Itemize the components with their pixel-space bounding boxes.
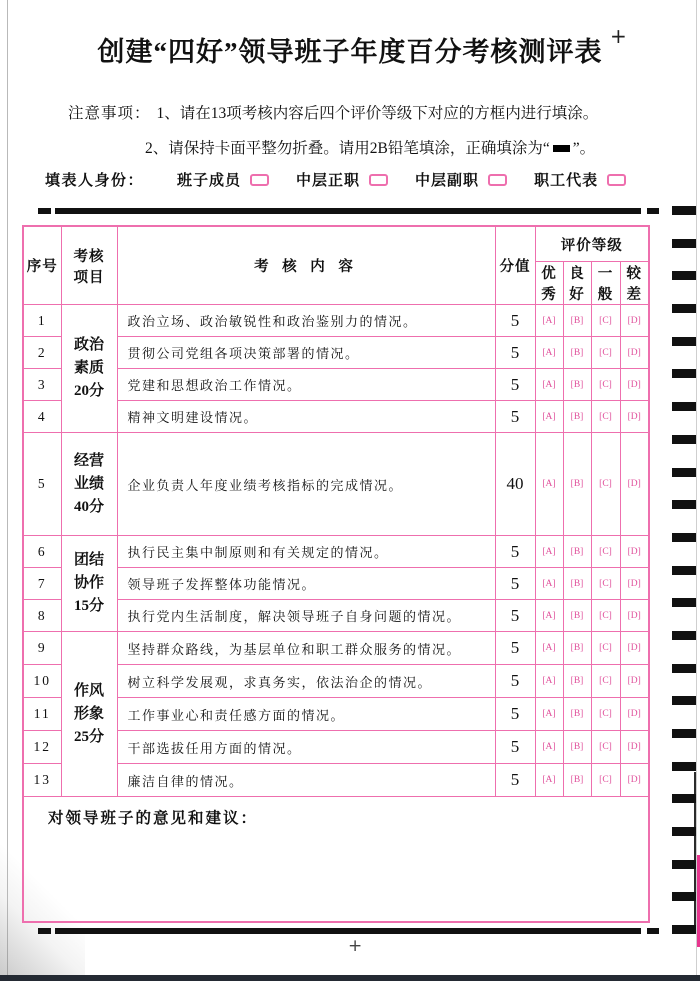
category-line: 政治 bbox=[73, 337, 104, 353]
rating-option-b[interactable]: [B] bbox=[563, 764, 591, 797]
timing-mark bbox=[672, 402, 696, 411]
rating-option-a[interactable]: [A] bbox=[535, 764, 563, 797]
rating-option-c[interactable]: [C] bbox=[591, 337, 620, 369]
registration-dash bbox=[38, 208, 51, 214]
category-line: 形象 bbox=[73, 705, 104, 722]
rating-option-b[interactable]: [B] bbox=[563, 337, 591, 369]
rating-option-c[interactable]: [C] bbox=[591, 600, 620, 632]
timing-mark bbox=[672, 794, 696, 803]
content-cell: 领导班子发挥整体功能情况。 bbox=[117, 568, 495, 600]
header-serial: 序号 bbox=[23, 226, 61, 305]
category-line: 素质 bbox=[73, 360, 104, 376]
category-line: 25分 bbox=[73, 728, 104, 745]
header-content: 考 核 内 容 bbox=[117, 226, 495, 305]
rating-option-a[interactable]: [A] bbox=[535, 632, 563, 665]
identity-checkbox[interactable] bbox=[369, 174, 388, 186]
rating-option-a[interactable]: [A] bbox=[535, 600, 563, 632]
score-cell: 5 bbox=[495, 305, 535, 337]
timing-mark bbox=[672, 468, 696, 477]
content-cell: 坚持群众路线，为基层单位和职工群众服务的情况。 bbox=[117, 632, 495, 665]
serial-cell: 4 bbox=[23, 401, 61, 433]
serial-cell: 3 bbox=[23, 369, 61, 401]
content-cell: 工作事业心和责任感方面的情况。 bbox=[117, 698, 495, 731]
rating-option-b[interactable]: [B] bbox=[563, 369, 591, 401]
rating-option-d[interactable]: [D] bbox=[620, 764, 649, 797]
notes-label: 注意事项： bbox=[68, 105, 151, 122]
rating-option-a[interactable]: [A] bbox=[535, 568, 563, 600]
serial-cell: 1 bbox=[23, 305, 61, 337]
serial-cell: 6 bbox=[23, 536, 61, 568]
registration-dash bbox=[647, 928, 659, 934]
score-cell: 40 bbox=[495, 433, 535, 536]
score-cell: 5 bbox=[495, 369, 535, 401]
rating-option-b[interactable]: [B] bbox=[563, 305, 591, 337]
category-line: 20分 bbox=[73, 383, 104, 399]
rating-option-a[interactable]: [A] bbox=[535, 369, 563, 401]
page-edge-right bbox=[696, 0, 697, 975]
rating-option-d[interactable]: [D] bbox=[620, 433, 649, 536]
timing-mark bbox=[672, 239, 696, 248]
rating-option-d[interactable]: [D] bbox=[620, 698, 649, 731]
timing-mark bbox=[672, 892, 696, 901]
rating-option-b[interactable]: [B] bbox=[563, 401, 591, 433]
assessment-table bbox=[22, 225, 650, 923]
timing-mark bbox=[672, 500, 696, 509]
score-cell: 5 bbox=[495, 632, 535, 665]
header-level-excellent: 优秀 bbox=[535, 262, 563, 305]
rating-option-d[interactable]: [D] bbox=[620, 305, 649, 337]
rating-option-a[interactable]: [A] bbox=[535, 305, 563, 337]
rating-option-c[interactable]: [C] bbox=[591, 369, 620, 401]
rating-option-d[interactable]: [D] bbox=[620, 665, 649, 698]
page-edge-left bbox=[7, 0, 8, 981]
rating-option-b[interactable]: [B] bbox=[563, 600, 591, 632]
timing-mark bbox=[672, 435, 696, 444]
note-line-1-text: 1、请在13项考核内容后四个评价等级下对应的方框内进行填涂。 bbox=[156, 105, 599, 122]
header-category bbox=[61, 226, 117, 305]
timing-mark bbox=[672, 860, 696, 869]
category-line: 协作 bbox=[73, 575, 104, 591]
timing-mark bbox=[672, 566, 696, 575]
header-category-line1: 考核 bbox=[73, 248, 105, 265]
rating-option-b[interactable]: [B] bbox=[563, 536, 591, 568]
fill-mark-sample bbox=[553, 145, 570, 152]
timing-mark bbox=[672, 369, 696, 378]
identity-checkbox[interactable] bbox=[488, 174, 507, 186]
rating-option-c[interactable]: [C] bbox=[591, 433, 620, 536]
category-cell-politics bbox=[61, 305, 117, 433]
rating-option-b[interactable]: [B] bbox=[563, 632, 591, 665]
serial-cell: 5 bbox=[23, 433, 61, 536]
rating-option-c[interactable]: [C] bbox=[591, 305, 620, 337]
content-cell: 精神文明建设情况。 bbox=[117, 401, 495, 433]
timing-marks-column bbox=[672, 206, 696, 934]
rating-option-b[interactable]: [B] bbox=[563, 433, 591, 536]
rating-option-d[interactable]: [D] bbox=[620, 568, 649, 600]
timing-mark bbox=[672, 271, 696, 280]
content-cell: 政治立场、政治敏锐性和政治鉴别力的情况。 bbox=[117, 305, 495, 337]
category-line: 40分 bbox=[73, 498, 104, 515]
rating-option-a[interactable]: [A] bbox=[535, 401, 563, 433]
identity-option-label: 班子成员 bbox=[177, 173, 242, 189]
timing-mark bbox=[672, 631, 696, 640]
category-cell-performance bbox=[61, 433, 117, 536]
rating-option-d[interactable]: [D] bbox=[620, 369, 649, 401]
notes-section bbox=[68, 101, 598, 162]
category-line: 团结 bbox=[73, 552, 104, 568]
serial-cell: 10 bbox=[23, 665, 61, 698]
content-cell: 党建和思想政治工作情况。 bbox=[117, 369, 495, 401]
category-cell-unity bbox=[61, 536, 117, 632]
note-line-2-end: ”。 bbox=[572, 140, 596, 157]
score-cell: 5 bbox=[495, 698, 535, 731]
form-title: 创建“四好”领导班子年度百分考核测评表 bbox=[97, 37, 603, 67]
identity-row bbox=[45, 169, 653, 190]
score-cell: 5 bbox=[495, 600, 535, 632]
rating-option-d[interactable]: [D] bbox=[620, 401, 649, 433]
rating-option-d[interactable]: [D] bbox=[620, 632, 649, 665]
header-level-average: 一般 bbox=[591, 262, 620, 305]
page-edge-bottom bbox=[0, 975, 700, 981]
rating-option-c[interactable]: [C] bbox=[591, 536, 620, 568]
rating-option-d[interactable]: [D] bbox=[620, 731, 649, 764]
timing-mark bbox=[672, 206, 696, 215]
timing-mark bbox=[672, 729, 696, 738]
rating-option-a[interactable]: [A] bbox=[535, 337, 563, 369]
feedback-area[interactable] bbox=[23, 797, 649, 922]
timing-mark bbox=[672, 762, 696, 771]
content-cell: 企业负责人年度业绩考核指标的完成情况。 bbox=[117, 433, 495, 536]
registration-bar-top bbox=[55, 208, 641, 214]
registration-cross-top: + bbox=[610, 24, 627, 48]
serial-cell: 9 bbox=[23, 632, 61, 665]
serial-cell: 7 bbox=[23, 568, 61, 600]
identity-option-label: 中层副职 bbox=[415, 173, 480, 189]
timing-mark bbox=[672, 827, 696, 836]
serial-cell: 13 bbox=[23, 764, 61, 797]
serial-cell: 8 bbox=[23, 600, 61, 632]
header-level-poor: 较差 bbox=[620, 262, 649, 305]
rating-option-b[interactable]: [B] bbox=[563, 665, 591, 698]
category-line: 作风 bbox=[73, 682, 104, 699]
rating-option-c[interactable]: [C] bbox=[591, 764, 620, 797]
rating-option-c[interactable]: [C] bbox=[591, 401, 620, 433]
header-category-line2: 项目 bbox=[73, 269, 105, 286]
note-line-2 bbox=[145, 136, 598, 162]
identity-option-label: 中层正职 bbox=[296, 173, 361, 189]
note-line-2-text: 2、请保持卡面平整勿折叠。请用2B铅笔填涂，正确填涂为“ bbox=[145, 140, 550, 157]
timing-mark bbox=[672, 598, 696, 607]
timing-mark bbox=[672, 337, 696, 346]
content-cell: 廉洁自律的情况。 bbox=[117, 764, 495, 797]
rating-option-a[interactable]: [A] bbox=[535, 698, 563, 731]
timing-mark bbox=[672, 925, 696, 934]
identity-checkbox[interactable] bbox=[250, 174, 269, 186]
registration-cross-bottom: + bbox=[348, 936, 363, 956]
feedback-label: 对领导班子的意见和建议： bbox=[48, 810, 259, 827]
rating-option-b[interactable]: [B] bbox=[563, 568, 591, 600]
score-cell: 5 bbox=[495, 536, 535, 568]
rating-option-c[interactable]: [C] bbox=[591, 665, 620, 698]
identity-option-4 bbox=[534, 169, 626, 190]
rating-option-b[interactable]: [B] bbox=[563, 698, 591, 731]
rating-option-c[interactable]: [C] bbox=[591, 698, 620, 731]
identity-checkbox[interactable] bbox=[607, 174, 626, 186]
score-cell: 5 bbox=[495, 731, 535, 764]
content-cell: 贯彻公司党组各项决策部署的情况。 bbox=[117, 337, 495, 369]
header-score: 分值 bbox=[495, 226, 535, 305]
content-cell: 执行党内生活制度，解决领导班子自身问题的情况。 bbox=[117, 600, 495, 632]
registration-dash bbox=[647, 208, 659, 214]
registration-dash bbox=[38, 928, 51, 934]
serial-cell: 12 bbox=[23, 731, 61, 764]
score-cell: 5 bbox=[495, 401, 535, 433]
rating-option-a[interactable]: [A] bbox=[535, 731, 563, 764]
identity-option-1 bbox=[177, 169, 269, 190]
score-cell: 5 bbox=[495, 568, 535, 600]
category-cell-conduct bbox=[61, 632, 117, 797]
category-line: 业绩 bbox=[73, 475, 104, 492]
content-cell: 执行民主集中制原则和有关规定的情况。 bbox=[117, 536, 495, 568]
category-line: 15分 bbox=[73, 598, 104, 614]
registration-bar-bottom bbox=[55, 928, 641, 934]
rating-option-d[interactable]: [D] bbox=[620, 337, 649, 369]
timing-mark bbox=[672, 304, 696, 313]
header-rating: 评价等级 bbox=[535, 226, 649, 262]
rating-option-c[interactable]: [C] bbox=[591, 632, 620, 665]
identity-option-3 bbox=[415, 169, 507, 190]
rating-option-b[interactable]: [B] bbox=[563, 731, 591, 764]
timing-mark bbox=[672, 533, 696, 542]
note-line-1 bbox=[68, 101, 598, 127]
content-cell: 干部选拔任用方面的情况。 bbox=[117, 731, 495, 764]
identity-option-2 bbox=[296, 169, 388, 190]
rating-option-c[interactable]: [C] bbox=[591, 568, 620, 600]
category-line: 经营 bbox=[73, 452, 104, 469]
timing-mark bbox=[672, 664, 696, 673]
timing-mark bbox=[672, 696, 696, 705]
serial-cell: 2 bbox=[23, 337, 61, 369]
header-level-good: 良好 bbox=[563, 262, 591, 305]
content-cell: 树立科学发展观，求真务实，依法治企的情况。 bbox=[117, 665, 495, 698]
rating-option-d[interactable]: [D] bbox=[620, 536, 649, 568]
rating-option-d[interactable]: [D] bbox=[620, 600, 649, 632]
identity-option-label: 职工代表 bbox=[534, 173, 599, 189]
serial-cell: 11 bbox=[23, 698, 61, 731]
rating-option-a[interactable]: [A] bbox=[535, 536, 563, 568]
score-cell: 5 bbox=[495, 764, 535, 797]
rating-option-c[interactable]: [C] bbox=[591, 731, 620, 764]
rating-option-a[interactable]: [A] bbox=[535, 433, 563, 536]
rating-option-a[interactable]: [A] bbox=[535, 665, 563, 698]
identity-label: 填表人身份： bbox=[45, 173, 145, 189]
score-cell: 5 bbox=[495, 665, 535, 698]
score-cell: 5 bbox=[495, 337, 535, 369]
